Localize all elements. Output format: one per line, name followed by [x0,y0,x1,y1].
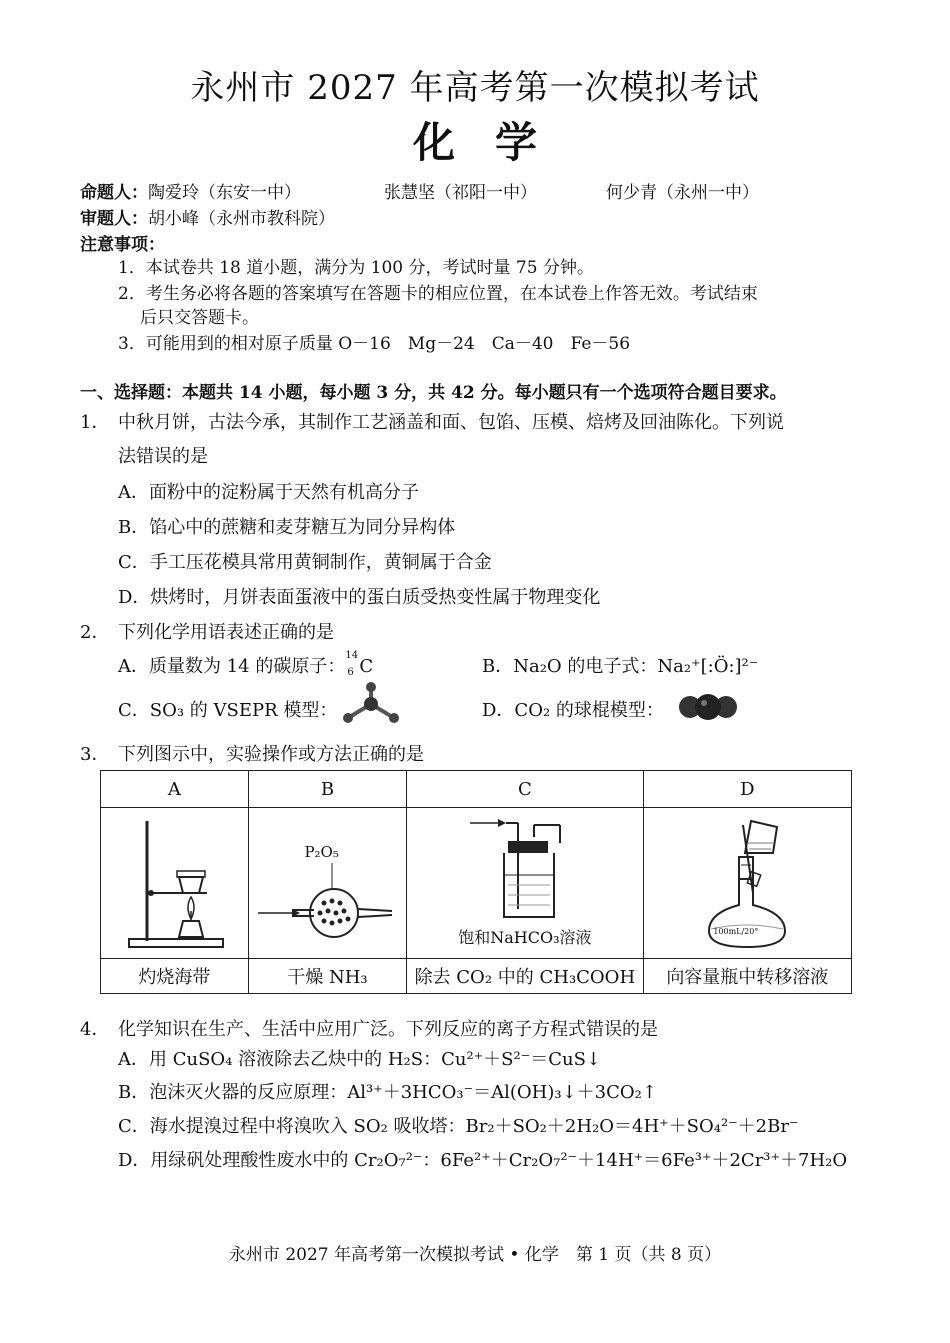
q4-option-c: C．海水提溴过程中将溴吹入 SO₂ 吸收塔：Br₂＋SO₂＋2H₂O＝4H⁺＋SO₄²⁻＋2Br⁻ [118,1116,799,1137]
reviewer-label: 审题人： [80,209,148,229]
q2-option-a-text: A．质量数为 14 的碳原子： [118,656,346,677]
note-1: 1．本试卷共 18 道小题，满分为 100 分，考试时量 75 分钟。 [118,258,594,278]
q2-option-b-text: B．Na₂O 的电子式： [482,656,658,677]
q1-stem: 中秋月饼，古法今承，其制作工艺涵盖和面、包馅、压模、焙烤及回油陈化。下列说 [118,412,784,433]
q2-option-a [118,652,373,678]
col-d-header: D [643,771,851,808]
apparatus-b [248,808,406,959]
q4-option-a: A．用 CuSO₄ 溶液除去乙炔中的 H₂S：Cu²⁺＋S²⁻＝CuS↓ [118,1049,601,1070]
q4-option-d: D．用绿矾处理酸性废水中的 Cr₂O₇²⁻：6Fe²⁺＋Cr₂O₇²⁻＋14H⁺＝6Fe³⁺＋2Cr³⁺＋7H₂O [118,1150,848,1171]
drying-tube-icon [252,813,402,953]
apparatus-d [643,808,851,959]
section-title: 一、选择题：本题共 14 小题，每小题 3 分，共 42 分。每小题只有一个选项符合题目要求。 [80,383,787,403]
d-flask-label: 100mL/20° [713,927,759,936]
gas-washing-bottle-icon [410,813,640,923]
note-2-cont: 后只交答题卡。 [140,308,259,328]
q1-option-c: C．手工压花模具常用黄铜制作，黄铜属于合金 [118,552,492,573]
q1-stem-cont: 法错误的是 [118,446,208,467]
electron-formula: Na₂⁺[:Ö:]²⁻ [657,656,759,677]
col-b-header: B [248,771,406,808]
q4-option-b: B．泡沫灭火器的反应原理：Al³⁺＋3HCO₃⁻＝Al(OH)₃↓＋3CO₂↑ [118,1082,657,1103]
nuclide-notation [345,650,359,678]
q2-option-d: D．CO₂ 的球棍模型： [482,700,664,721]
proposer-line [80,178,301,203]
col-c-label: 除去 CO₂ 中的 CH₃COOH [407,959,644,994]
reviewer-line [80,204,335,229]
col-d-label: 向容量瓶中转移溶液 [643,959,851,994]
crucible-burning-icon [119,811,229,951]
col-c-header: C [407,771,644,808]
note-3: 3．可能用到的相对原子质量 O－16 Mg－24 Ca－40 Fe－56 [118,334,631,354]
proposer-3: 何少青（永州一中） [606,183,759,203]
q4-number: 4． [80,1019,110,1040]
q1-option-a: A．面粉中的淀粉属于天然有机高分子 [118,482,419,503]
experiment-table [100,770,852,994]
col-b-label: 干燥 NH₃ [248,959,406,994]
so3-vsepr-model-icon [340,680,402,726]
note-2: 2．考生务必将各题的答案填写在答题卡的相应位置，在本试卷上作答无效。考试结束 [118,284,758,304]
q4-stem: 化学知识在生产、生活中应用广泛。下列反应的离子方程式错误的是 [118,1019,658,1040]
b-reagent: P₂O₅ [304,843,339,861]
col-a-label: 灼烧海带 [101,959,249,994]
col-a-header: A [101,771,249,808]
q2-option-b [482,652,758,678]
q3-number: 3． [80,744,110,765]
q3-stem: 下列图示中，实验操作或方法正确的是 [118,744,424,765]
exam-title: 永州市 2027 年高考第一次模拟考试 [190,68,760,108]
apparatus-a [101,808,249,959]
subject-title: 化学 [412,118,577,167]
q1-number: 1． [80,412,110,433]
mass-number: 14 [345,650,359,661]
page-footer: 永州市 2027 年高考第一次模拟考试 • 化学 第 1 页（共 8 页） [228,1245,722,1265]
apparatus-c [407,808,644,959]
notes-label: 注意事项： [80,235,165,255]
q1-option-d: D．烘烤时，月饼表面蛋液中的蛋白质受热变性属于物理变化 [118,587,601,608]
c-reagent: 饱和NaHCO₃溶液 [458,928,592,947]
q1-option-b: B．馅心中的蔗糖和麦芽糖互为同分异构体 [118,517,456,538]
proposer-2: 张慧坚（祁阳一中） [384,183,537,203]
q2-option-c: C．SO₃ 的 VSEPR 模型： [118,700,338,721]
q2-stem: 下列化学用语表述正确的是 [118,622,334,643]
proposer-label: 命题人： [80,183,148,203]
atomic-number: 6 [347,667,354,678]
co2-ball-stick-model-icon [676,692,740,722]
reviewer: 胡小峰（永州市教科院） [148,209,335,229]
proposer-1: 陶爱玲（东安一中） [148,183,301,203]
q2-number: 2． [80,622,110,643]
element-symbol: C [359,656,374,677]
